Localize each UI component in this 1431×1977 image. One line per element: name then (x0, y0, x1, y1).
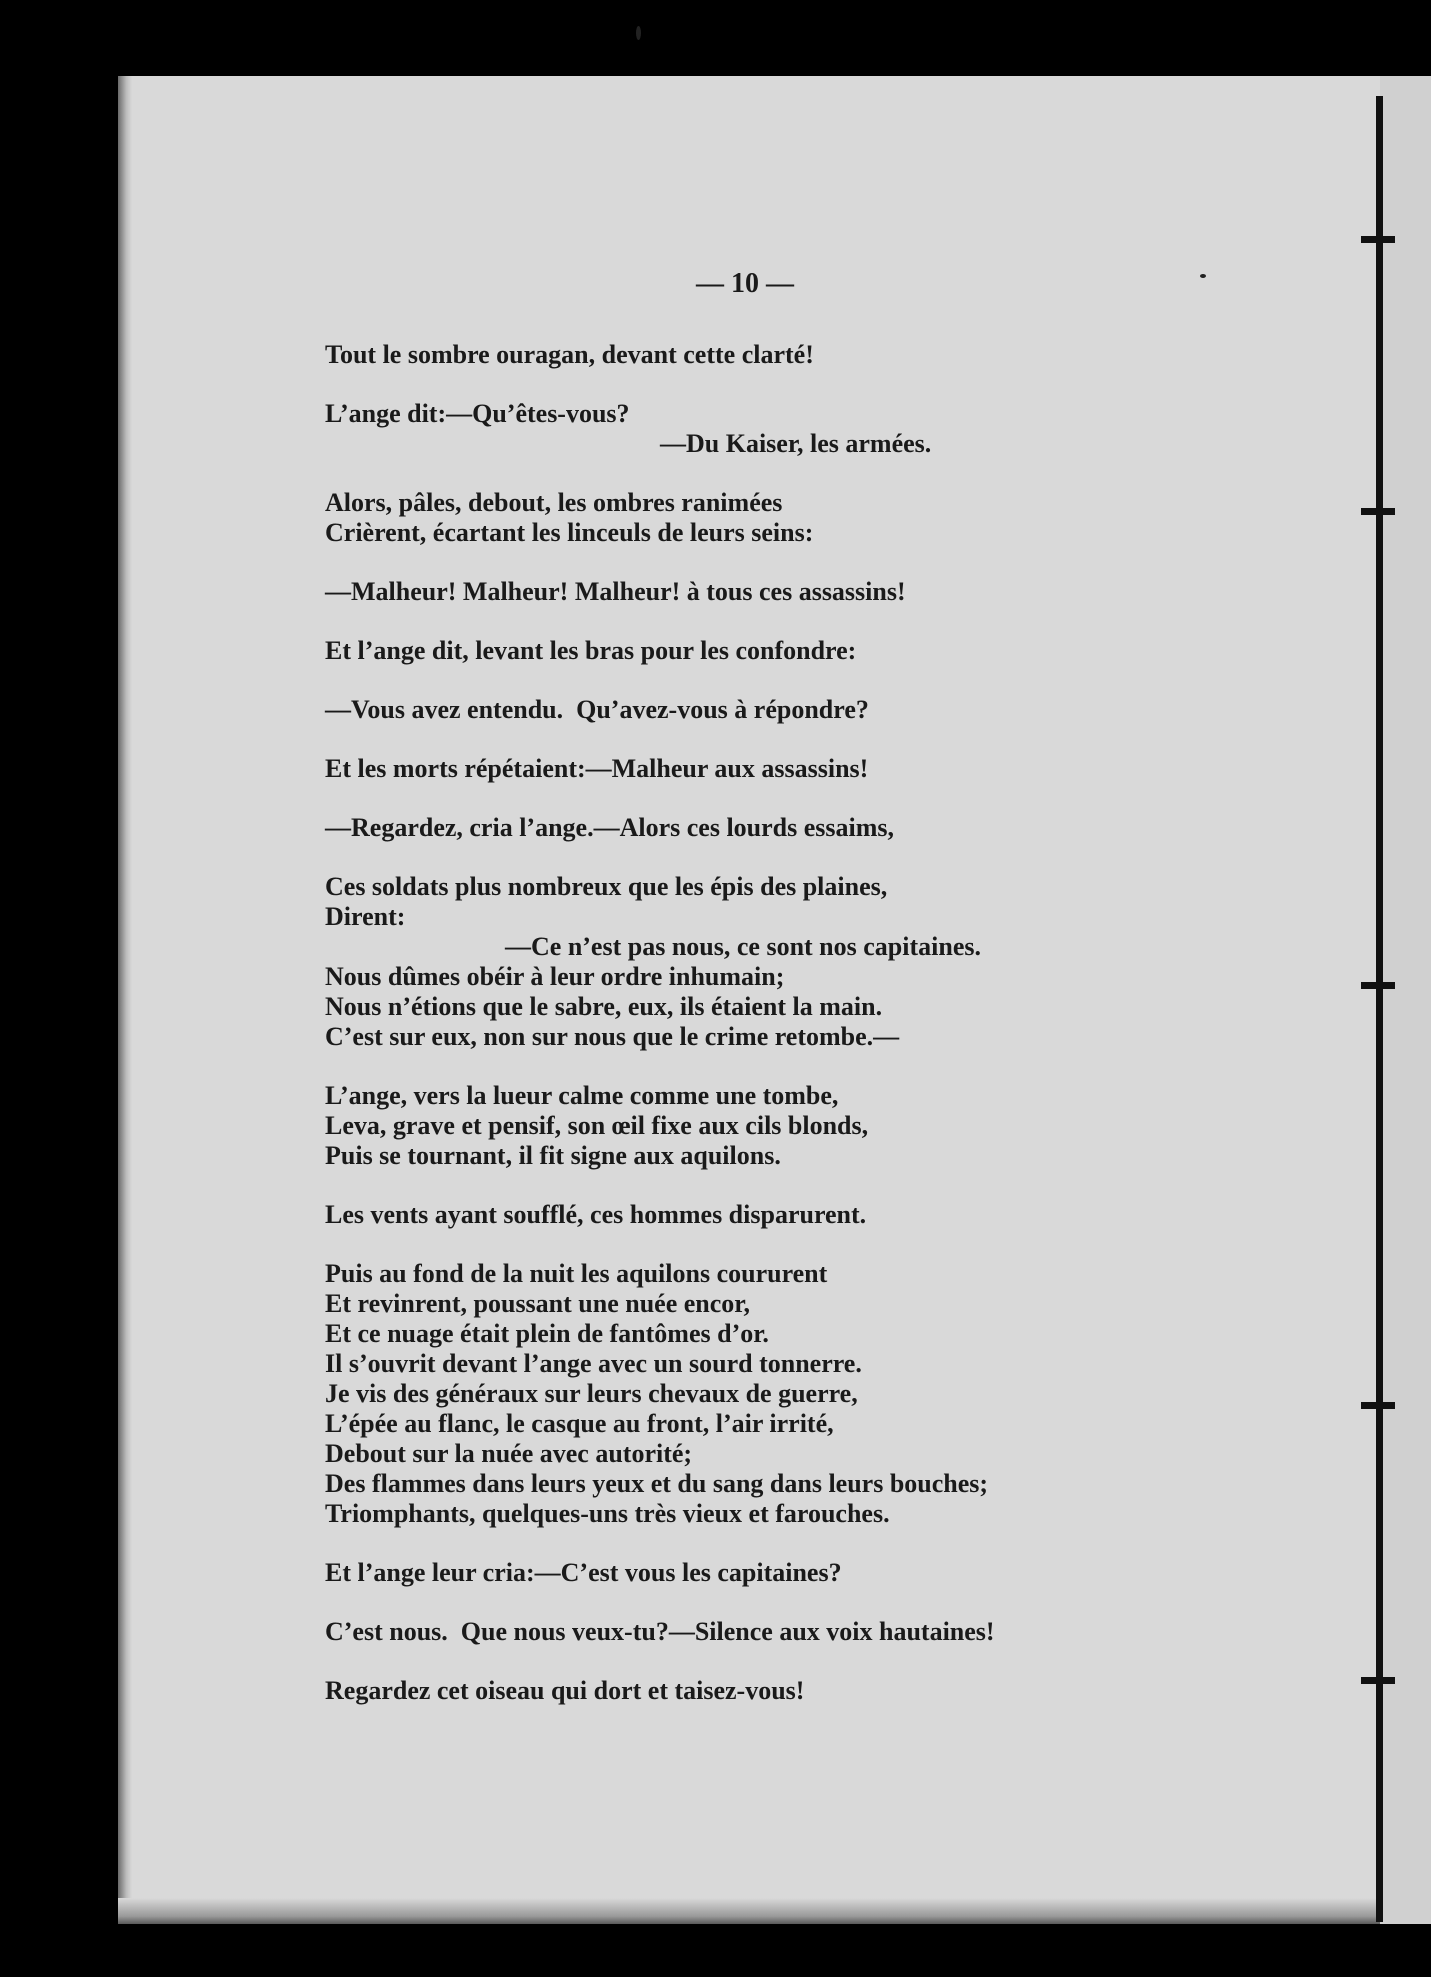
adjacent-page-strip (1380, 76, 1431, 1924)
poem-line: Et l’ange leur cria:—C’est vous les capitaines? (325, 1558, 842, 1587)
poem-line: Les vents ayant soufflé, ces hommes disparurent. (325, 1200, 867, 1229)
scan-speck (1200, 274, 1206, 278)
poem-line: Leva, grave et pensif, son œil fixe aux cils blonds, (325, 1111, 869, 1140)
stanza-gap (325, 1647, 1285, 1676)
poem-line: Ces soldats plus nombreux que les épis des plaines, (325, 872, 888, 901)
page-left-edge (118, 76, 132, 1924)
poem-line: Il s’ouvrit devant l’ange avec un sourd tonnerre. (325, 1349, 862, 1378)
poem-line: Puis au fond de la nuit les aquilons coururent (325, 1259, 828, 1288)
binding-mark (1361, 982, 1395, 989)
poem-line: Debout sur la nuée avec autorité; (325, 1439, 693, 1468)
page-bottom-edge (118, 1898, 1380, 1924)
stanza-gap (325, 459, 1285, 488)
poem-line: Et les morts répétaient:—Malheur aux assassins! (325, 754, 869, 783)
poem-line: Puis se tournant, il fit signe aux aquilons. (325, 1141, 781, 1170)
stanza-gap (325, 843, 1285, 872)
stanza-gap (325, 784, 1285, 813)
binding-line (1376, 96, 1383, 1922)
poem-line: Nous dûmes obéir à leur ordre inhumain; (325, 962, 785, 991)
poem-line: Nous n’étions que le sabre, eux, ils étaient la main. (325, 992, 883, 1021)
poem-line: Dirent: (325, 902, 406, 931)
stanza-gap (325, 1230, 1285, 1259)
stanza-gap (325, 725, 1285, 754)
poem-line: Crièrent, écartant les linceuls de leurs seins: (325, 518, 814, 547)
stanza-gap (325, 548, 1285, 577)
binding-mark (1361, 1402, 1395, 1409)
poem-line: Je vis des généraux sur leurs chevaux de guerre, (325, 1379, 858, 1408)
binding-mark (1361, 508, 1395, 515)
poem-line: Alors, pâles, debout, les ombres ranimées (325, 488, 783, 517)
binding-mark (1361, 1677, 1395, 1684)
page-number: — 10 — (696, 268, 794, 299)
poem-line: Tout le sombre ouragan, devant cette clarté! (325, 340, 814, 369)
poem-line: L’ange, vers la lueur calme comme une tombe, (325, 1081, 839, 1110)
stanza-gap (325, 370, 1285, 399)
poem-line: —Malheur! Malheur! Malheur! à tous ces assassins! (325, 577, 906, 606)
poem-text (325, 340, 1285, 1706)
stanza-gap (325, 1529, 1285, 1558)
poem-line: Triomphants, quelques-uns très vieux et farouches. (325, 1499, 890, 1528)
poem-line: Des flammes dans leurs yeux et du sang dans leurs bouches; (325, 1469, 989, 1498)
stanza-gap (325, 666, 1285, 695)
stanza-gap (325, 607, 1285, 636)
stanza-gap (325, 1171, 1285, 1200)
poem-line: C’est nous. Que nous veux-tu?—Silence aux voix hautaines! (325, 1617, 995, 1646)
poem-line: C’est sur eux, non sur nous que le crime retombe.— (325, 1022, 900, 1051)
poem-line: L’épée au flanc, le casque au front, l’air irrité, (325, 1409, 834, 1438)
poem-line: Et revinrent, poussant une nuée encor, (325, 1289, 750, 1318)
poem-line: L’ange dit:—Qu’êtes-vous? (325, 399, 630, 428)
stanza-gap (325, 1052, 1285, 1081)
poem-line: —Du Kaiser, les armées. (660, 429, 932, 458)
poem-line: —Regardez, cria l’ange.—Alors ces lourds essaims, (325, 813, 895, 842)
poem-line: Et l’ange dit, levant les bras pour les confondre: (325, 636, 857, 665)
poem-line: —Ce n’est pas nous, ce sont nos capitaines. (505, 932, 981, 961)
poem-line: Regardez cet oiseau qui dort et taisez-vous! (325, 1676, 805, 1705)
poem-line: —Vous avez entendu. Qu’avez-vous à répondre? (325, 695, 869, 724)
binding-mark (1361, 236, 1395, 243)
scan-speck (636, 26, 641, 40)
poem-line: Et ce nuage était plein de fantômes d’or. (325, 1319, 769, 1348)
stanza-gap (325, 1588, 1285, 1617)
